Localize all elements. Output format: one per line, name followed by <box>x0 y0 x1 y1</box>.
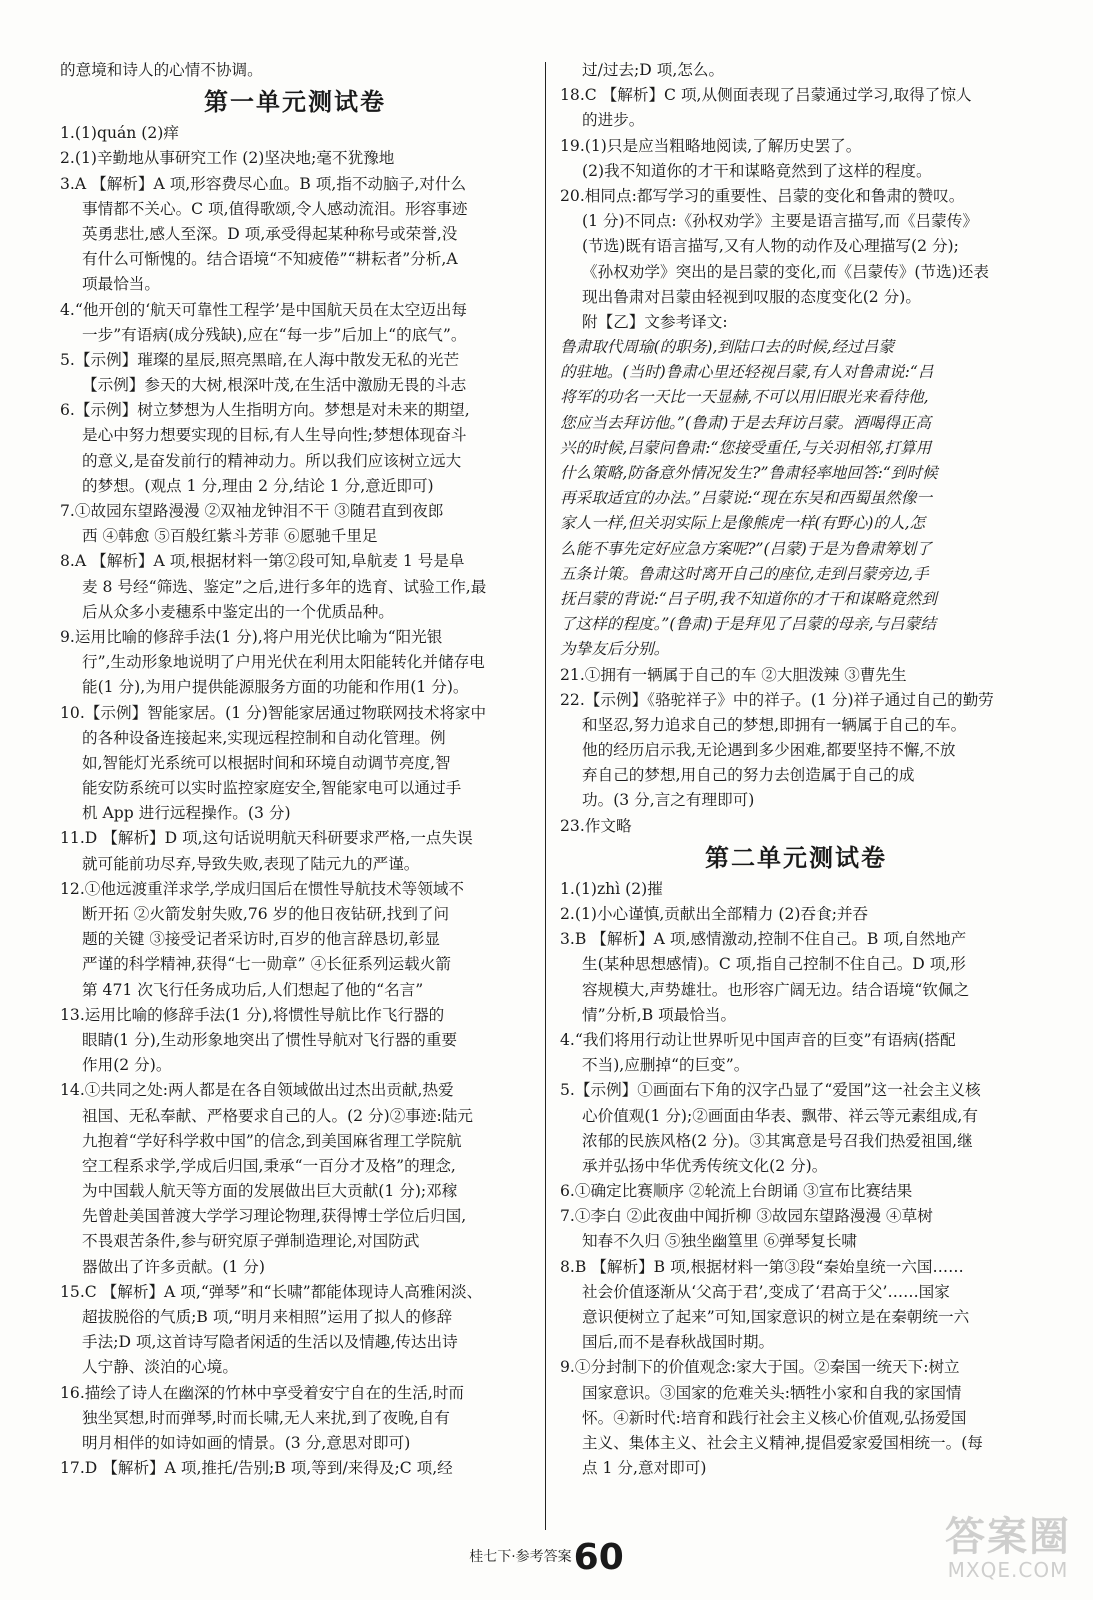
translation-line: 兴的时候,吕蒙问鲁肃:“您接受重任,与关羽相邻,打算用 <box>560 438 932 457</box>
answer-line: 社会价值逐渐从‘父高于君’,变成了‘君高于父’……国家 <box>582 1282 950 1301</box>
translation-line: 的驻地。(当时)鲁肃心里还轻视吕蒙,有人对鲁肃说:“吕 <box>560 363 934 382</box>
answer-line: 独坐冥想,时而弹琴,时而长啸,无人来扰,到了夜晚,自有 <box>82 1408 450 1427</box>
answer-line: 心价值观(1 分);②画面由华表、飘带、祥云等元素组成,有 <box>582 1106 978 1125</box>
answer-line: 5.【示例】①画面右下角的汉字凸显了“爱国”这一社会主义核 <box>560 1081 981 1100</box>
translation-line: 鲁肃取代周瑜(的职务),到陆口去的时候,经过吕蒙 <box>560 338 894 357</box>
answer-line: 7.①故园东望路漫漫 ②双袖龙钟泪不干 ③随君直到夜郎 <box>60 502 444 520</box>
answer-line: 8.B 【解析】B 项,根据材料一第③段“秦始皇统一六国…… <box>560 1257 964 1276</box>
answer-line: 就可能前功尽弃,导致失败,表现了陆元九的严谨。 <box>82 854 420 873</box>
answer-line: 6.【示例】树立梦想为人生指明方向。梦想是对未来的期望, <box>60 401 470 420</box>
answer-line: 国家意识。③国家的危难关头:牺牲小家和自我的家国情 <box>582 1383 962 1402</box>
answer-line: 【示例】参天的大树,根深叶茂,在生活中激励无畏的斗志 <box>82 376 467 395</box>
section-title: 第二单元测试卷 <box>705 843 887 872</box>
answer-line: 10.【示例】智能家居。(1 分)智能家居通过物联网技术将家中 <box>60 703 487 722</box>
answer-line: 4.“我们将用行动让世界听见中国声音的巨变”有语病(搭配 <box>560 1030 956 1049</box>
answer-line: 23.作文略 <box>560 816 632 835</box>
answer-line: 生(某种思想感情)。C 项,指自己控制不住自己。D 项,形 <box>582 955 966 974</box>
answer-line: 手法;D 项,这首诗写隐者闲适的生活以及情趣,传达出诗 <box>82 1333 458 1352</box>
translation-line: 五条计策。鲁肃这时离开自己的座位,走到吕蒙旁边,手 <box>560 564 929 583</box>
answer-line: 过/过去;D 项,怎么。 <box>582 61 725 79</box>
answer-line: 断开拓 ②火箭发射失败,76 岁的他日夜钻研,找到了问 <box>82 905 450 923</box>
left-column <box>60 58 530 1481</box>
answer-line: 4.“他开创的‘航天可靠性工程学’是中国航天员在太空迈出每 <box>60 300 468 319</box>
answer-line: 6.①确定比赛顺序 ②轮流上台朗诵 ③宣布比赛结果 <box>560 1182 913 1201</box>
answer-line: 的各种设备连接起来,实现远程控制和自动化管理。例 <box>82 728 446 747</box>
answer-line: 国后,而不是春秋战国时期。 <box>582 1333 775 1352</box>
answer-line: 9.①分封制下的价值观念:家大于国。②秦国一统天下:树立 <box>560 1358 960 1377</box>
right-column <box>560 58 1032 1481</box>
answer-line: 行”,生动形象地说明了户用光伏在利用太阳能转化并储存电 <box>82 653 485 672</box>
answer-line: 怀。④新时代:培育和践行社会主义核心价值观,弘扬爱国 <box>582 1408 967 1427</box>
answer-line: 不畏艰苦条件,参与研究原子弹制造理论,对国防武 <box>82 1232 420 1251</box>
answer-line: 机 App 进行远程操作。(3 分) <box>82 804 291 823</box>
answer-line: 人宁静、淡泊的心境。 <box>82 1358 238 1377</box>
translation-line: 了这样的程度。”(鲁肃)于是拜见了吕蒙的母亲,与吕蒙结 <box>560 615 936 634</box>
answer-line: 的梦想。(观点 1 分,理由 2 分,结论 1 分,意近即可) <box>82 476 434 495</box>
answer-line: 18.C 【解析】C 项,从侧面表现了吕蒙通过学习,取得了惊人 <box>560 86 972 105</box>
answer-line: 9.运用比喻的修辞手法(1 分),将户用光伏比喻为“阳光银 <box>60 627 443 646</box>
answer-line: 项最恰当。 <box>82 275 160 294</box>
answer-line: 现出鲁肃对吕蒙由轻视到叹服的态度变化(2 分)。 <box>582 287 921 306</box>
answer-line: 第 471 次飞行任务成功后,人们想起了他的“名言” <box>82 980 424 999</box>
answer-line: 知春不久归 ⑤独坐幽篁里 ⑥弹琴复长啸 <box>582 1232 858 1251</box>
answer-line: 一步”有语病(成分残缺),应在“每一步”后加上“的底气”。 <box>82 325 467 344</box>
answer-line: 1.(1)quán (2)痒 <box>60 124 179 143</box>
answer-line: 附【乙】文参考译文: <box>582 312 728 331</box>
answer-line: 严谨的科学精神,获得“七一勋章” ④长征系列运载火箭 <box>82 955 451 974</box>
answer-line: (2)我不知道你的才干和谋略竟然到了这样的程度。 <box>582 161 932 180</box>
answer-line: 作用(2 分)。 <box>82 1056 172 1075</box>
answer-line: 能(1 分),为用户提供能源服务方面的功能和作用(1 分)。 <box>82 678 469 697</box>
answer-line: 3.B 【解析】A 项,感情激动,控制不住自己。B 项,自然地产 <box>560 930 967 949</box>
watermark-logo <box>945 1516 1071 1582</box>
answer-line: 能安防系统可以实时监控家庭安全,智能家电可以通过手 <box>82 779 462 798</box>
page-number: 60 <box>573 1537 624 1578</box>
translation-line: 什么策略,防备意外情况发生?”鲁肃轻率地回答:“到时候 <box>560 464 938 482</box>
answer-line: 承并弘扬中华优秀传统文化(2 分)。 <box>582 1156 828 1175</box>
answer-line: 他的经历启示我,无论遇到多少困难,都要坚持不懈,不放 <box>582 741 956 760</box>
answer-line: (1 分)不同点:《孙权劝学》主要是语言描写,而《吕蒙传》 <box>582 212 978 231</box>
translation-line: 家人一样,但关羽实际上是像熊虎一样(有野心)的人,怎 <box>560 514 926 533</box>
answer-line: 2.(1)辛勤地从事研究工作 (2)坚决地;毫不犹豫地 <box>60 149 395 168</box>
answer-line: 超拔脱俗的气质;B 项,“明月来相照”运用了拟人的修辞 <box>82 1308 453 1326</box>
answer-line: 麦 8 号经“筛选、鉴定”之后,进行多年的选育、试验工作,最 <box>82 577 487 596</box>
answer-line: 英勇悲壮,感人至深。D 项,承受得起某种称号或荣誉,没 <box>82 224 458 243</box>
answer-line: 15.C 【解析】A 项,“弹琴”和“长啸”都能体现诗人高雅闲淡、 <box>60 1282 483 1301</box>
watermark-text: 答案圈 <box>945 1514 1071 1560</box>
answer-line: 21.①拥有一辆属于自己的车 ②大胆泼辣 ③曹先生 <box>560 665 907 684</box>
answer-line: 《孙权劝学》突出的是吕蒙的变化,而《吕蒙传》(节选)还表 <box>582 262 989 281</box>
answer-line: 的意义,是奋发前行的精神动力。所以我们应该树立远大 <box>82 451 462 470</box>
section-title: 第一单元测试卷 <box>204 88 386 117</box>
answer-line: 先曾赴美国普渡大学学习理论物理,获得博士学位后归国, <box>82 1207 467 1226</box>
answer-line: 弃自己的梦想,用自己的努力去创造属于自己的成 <box>582 766 915 785</box>
column-divider <box>545 62 546 1530</box>
answer-line: 题的关键 ③接受记者采访时,百岁的他言辞恳切,彰显 <box>82 930 440 949</box>
answer-line: 12.①他远渡重洋求学,学成归国后在惯性导航技术等领域不 <box>60 879 465 898</box>
answer-line: 主义、集体主义、社会主义精神,提倡爱家爱国相统一。(每 <box>582 1433 983 1452</box>
answer-line: 8.A 【解析】A 项,根据材料一第②段可知,阜航麦 1 号是阜 <box>60 552 465 571</box>
answer-line: 后从众多小麦穗系中鉴定出的一个优质品种。 <box>82 602 394 621</box>
answer-line: 有什么可惭愧的。结合语境“不知疲倦”“耕耘者”分析,A <box>82 250 458 269</box>
answer-line: 功。(3 分,言之有理即可) <box>582 791 755 810</box>
translation-line: 抚吕蒙的背说:“吕子明,我不知道你的才干和谋略竟然到 <box>560 589 937 608</box>
answer-line: 1.(1)zhì (2)摧 <box>560 879 663 898</box>
answer-line: 的进步。 <box>582 111 645 130</box>
answer-line: 19.(1)只是应当粗略地阅读,了解历史罢了。 <box>560 136 862 155</box>
translation-line: 将军的功名一天比一天显赫,不可以用旧眼光来看待他, <box>560 388 929 407</box>
translation-line: 再采取适宜的办法。”吕蒙说:“现在东吴和西蜀虽然像一 <box>560 489 933 508</box>
answer-line: 西 ④韩愈 ⑤百般红紫斗芳菲 ⑥愿驰千里足 <box>82 527 378 546</box>
answer-line: 是心中努力想要实现的目标,有人生导向性;梦想体现奋斗 <box>82 426 467 445</box>
answer-line: 22.【示例】《骆驼祥子》中的祥子。(1 分)祥子通过自己的勤劳 <box>560 690 994 709</box>
translation-line: 么能不事先定好应急方案呢?”(吕蒙)于是为鲁肃筹划了 <box>560 539 932 558</box>
translation-line: 您应当去拜访他。”(鲁肃)于是去拜访吕蒙。酒喝得正高 <box>560 413 931 432</box>
answer-line: 11.D 【解析】D 项,这句话说明航天科研要求严格,一点失误 <box>60 829 473 848</box>
answer-line: 器做出了许多贡献。(1 分) <box>82 1257 265 1276</box>
answer-line: 浓郁的民族风格(2 分)。③其寓意是号召我们热爱祖国,继 <box>582 1131 973 1150</box>
answer-line: (节选)既有语言描写,又有人物的动作及心理描写(2 分); <box>582 237 959 256</box>
answer-line: 3.A 【解析】A 项,形容费尽心血。B 项,指不动脑子,对什么 <box>60 174 467 193</box>
answer-line: 容规模大,声势雄壮。也形容广阔无边。结合语境“钦佩之 <box>582 980 970 999</box>
answer-line: 如,智能灯光系统可以根据时间和环境自动调节亮度,智 <box>82 753 451 772</box>
answer-line: 的意境和诗人的心情不协调。 <box>60 61 263 79</box>
answer-line: 九抱着“学好科学救中国”的信念,到美国麻省理工学院航 <box>82 1131 462 1150</box>
answer-line: 17.D 【解析】A 项,推托/告别;B 项,等到/来得及;C 项,经 <box>60 1459 453 1478</box>
answer-line: 眼睛(1 分),生动形象地突出了惯性导航对飞行器的重要 <box>82 1030 458 1049</box>
answer-line: 2.(1)小心谨慎,贡献出全部精力 (2)吞食;并吞 <box>560 905 869 923</box>
answer-line: 事情都不关心。C 项,值得歌颂,令人感动流泪。形容事迹 <box>82 199 468 218</box>
answer-line: 空工程系求学,学成后归国,秉承“一百分才及格”的理念, <box>82 1156 456 1175</box>
answer-line: 14.①共同之处:两人都是在各自领域做出过杰出贡献,热爱 <box>60 1081 454 1100</box>
answer-line: 不当),应删掉“的巨变”。 <box>582 1056 750 1075</box>
answer-line: 明月相伴的如诗如画的情景。(3 分,意思对即可) <box>82 1433 411 1452</box>
answer-line: 20.相同点:都写学习的重要性、吕蒙的变化和鲁肃的赞叹。 <box>560 186 965 205</box>
answer-line: 和坚忍,努力追求自己的梦想,即拥有一辆属于自己的车。 <box>582 715 967 734</box>
answer-line: 7.①李白 ②此夜曲中闻折柳 ③故园东望路漫漫 ④草树 <box>560 1207 933 1226</box>
answer-line: 情”分析,B 项最恰当。 <box>582 1005 737 1024</box>
page-footer <box>0 1537 1093 1578</box>
footer-label: 桂七下·参考答案 <box>469 1549 572 1565</box>
answer-line: 祖国、无私奉献、严格要求自己的人。(2 分)②事迹:陆元 <box>82 1106 473 1125</box>
translation-line: 为挚友后分别。 <box>560 640 670 659</box>
answer-line: 意识便树立了起来”可知,国家意识的树立是在秦朝统一六 <box>582 1308 970 1326</box>
answer-line: 点 1 分,意对即可) <box>582 1459 707 1478</box>
answer-line: 5.【示例】璀璨的星辰,照亮黑暗,在人海中散发无私的光芒 <box>60 350 460 369</box>
watermark-url: MXQE.COM <box>947 1558 1069 1582</box>
answer-line: 为中国载人航天等方面的发展做出巨大贡献(1 分);邓稼 <box>82 1182 458 1201</box>
answer-line: 16.描绘了诗人在幽深的竹林中享受着安宁自在的生活,时而 <box>60 1383 465 1402</box>
answer-line: 13.运用比喻的修辞手法(1 分),将惯性导航比作飞行器的 <box>60 1005 445 1024</box>
